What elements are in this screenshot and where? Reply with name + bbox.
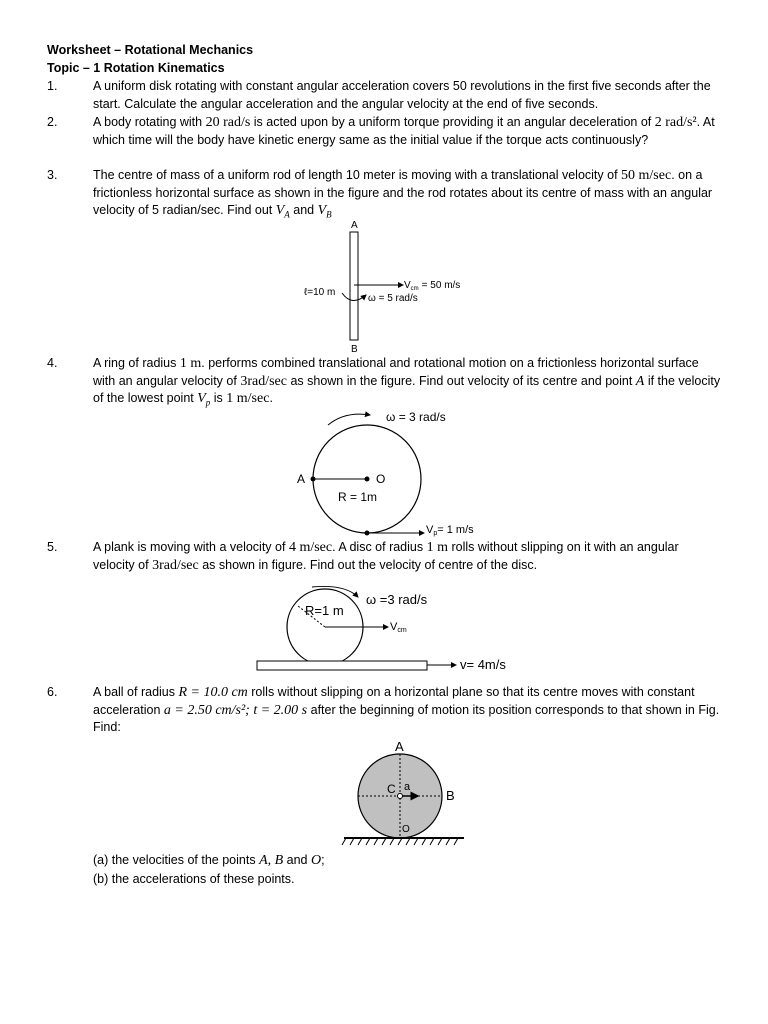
rod-label-a: A	[351, 220, 358, 231]
figure-rod	[290, 215, 490, 360]
topic-title: Topic – 1 Rotation Kinematics	[47, 61, 225, 75]
plank	[257, 661, 427, 670]
omega-label: ω = 5 rad/s	[368, 293, 418, 304]
ring-label-a: A	[297, 472, 306, 486]
omega-label: ω = 3 rad/s	[386, 410, 446, 424]
question-2-number: 2.	[47, 115, 58, 129]
omega-label: ω =3 rad/s	[366, 592, 428, 607]
question-6-part-b: (b) the accelerations of these points.	[93, 872, 295, 886]
ball-label-c: C	[387, 782, 396, 796]
question-2-text: A body rotating with 20 rad/s is acted upon by a uniform torque providing it an angular deceleration of 2 rad/s². At which time will the body have kinetic energy same as the initial value if the torque acts continuously?	[93, 115, 715, 147]
ring-radius-label: R = 1m	[338, 490, 378, 504]
vp-value: = 1 m/s	[437, 524, 474, 536]
question-1-number: 1.	[47, 79, 58, 93]
question-6-part-a: (a) the velocities of the points A, B and O;	[93, 853, 325, 868]
vcm-label: V	[404, 280, 411, 291]
question-6-text: A ball of radius R = 10.0 cm rolls without slipping on a horizontal plane so that its centre moves with constant acceleration a = 2.50 cm/s²; t = 2.00 s after the beginning of motion its position corresponds to that shown in Fig. Find:	[93, 685, 720, 734]
vcm-label: V	[390, 621, 398, 633]
question-1-text: A uniform disk rotating with constant angular acceleration covers 50 revolutions in the first five seconds after the start. Calculate the angular acceleration and the angular velocity at the end of five seconds.	[93, 79, 711, 111]
question-5-number: 5.	[47, 540, 58, 554]
vcm-value: = 50 m/s	[421, 280, 461, 291]
rod-label-b: B	[351, 344, 358, 355]
ball-label-b: B	[446, 788, 455, 803]
ball-label-acc: a	[404, 781, 411, 793]
rod-length-label: ℓ=10 m	[304, 287, 336, 298]
omega-arc	[312, 586, 358, 597]
question-4-number: 4.	[47, 356, 58, 370]
question-5-text: A plank is moving with a velocity of 4 m/sec. A disc of radius 1 m rolls without slipping on it with an angular velocity of 3rad/sec as shown in figure. Find out the velocity of centre of the disc.	[93, 540, 679, 573]
plank-velocity-label: v= 4m/s	[460, 657, 506, 672]
disc-radius-label: R=1 m	[305, 603, 344, 618]
ring-label-o: O	[376, 472, 386, 486]
figure-disc-plank	[250, 582, 540, 677]
ball-label-a: A	[395, 739, 404, 754]
figure-ring	[290, 405, 490, 540]
question-6-number: 6.	[47, 685, 58, 699]
svg-text:Vcm= 50 m/s: $V_{cm} = 50$ m/s	[404, 280, 461, 292]
question-4-text: A ring of radius 1 m. performs combined translational and rotational motion on a frictionless horizontal surface with an angular velocity of 3rad/sec as shown in the figure. Find out velocity of its centre and point A if the velocity of the lowest point $V_p$ is 1 m/sec.	[93, 356, 721, 408]
worksheet-title: Worksheet – Rotational Mechanics	[47, 43, 254, 57]
svg-text:Vcm: Vcm	[390, 621, 407, 634]
vp-label: V	[426, 524, 434, 536]
rod	[350, 232, 358, 340]
svg-text:Vp= 1 m/s: Vp= 1 m/s	[426, 524, 474, 537]
question-3-text: The centre of mass of a uniform rod of length 10 meter is moving with a translational velocity of 50 m/sec. on a frictionless horizontal surface as shown in the figure and the rod rotates about its centre of mass with an angular velocity of 5 radian/sec. Find out $V_A$ and $V_B$	[93, 168, 713, 220]
omega-arc	[328, 414, 370, 425]
ball-label-o: O	[402, 824, 410, 835]
figure-ball	[340, 738, 470, 848]
question-3-number: 3.	[47, 168, 58, 182]
